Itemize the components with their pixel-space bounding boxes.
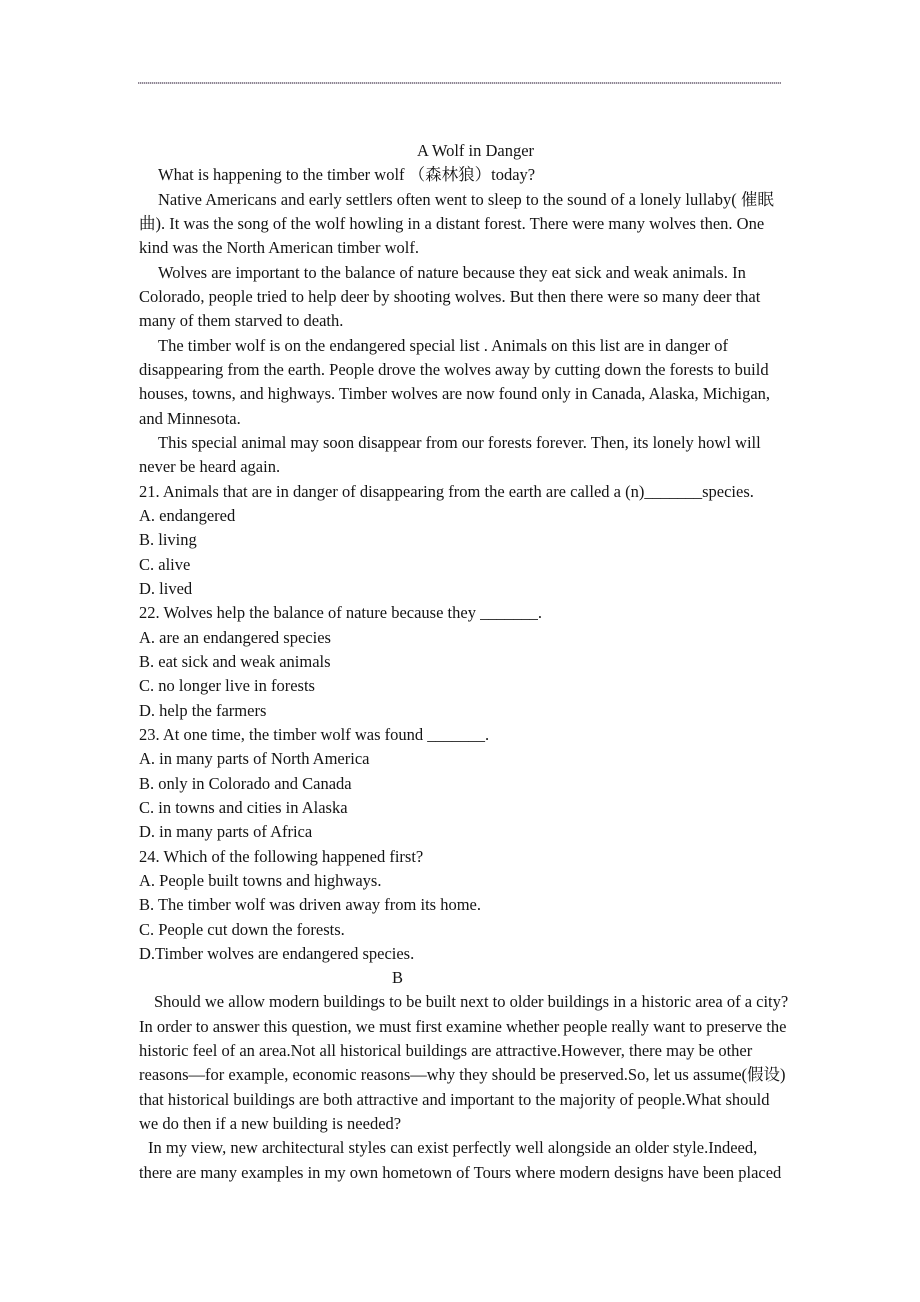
option-line: C. in towns and cities in Alaska	[139, 797, 348, 817]
text-line: Colorado, people tried to help deer by shooting wolves. But then there were so many deer that	[139, 286, 761, 306]
option-line: C. People cut down the forests.	[139, 919, 345, 939]
option-line: D.Timber wolves are endangered species.	[139, 943, 415, 963]
question-line: 24. Which of the following happened first?	[139, 846, 424, 866]
option-line: D. help the farmers	[139, 700, 267, 720]
option-line: B. The timber wolf was driven away from its home.	[139, 895, 481, 915]
text-line: This special animal may soon disappear from our forests forever. Then, its lonely howl will	[158, 432, 761, 452]
text-line: 曲). It was the song of the wolf howling in a distant forest. There were many wolves then. One	[139, 213, 765, 233]
text-line: there are many examples in my own hometown of Tours where modern designs have been placed	[139, 1162, 782, 1182]
text-line: reasons—for example, economic reasons—why they should be preserved.So, let us assume(假设)	[139, 1065, 786, 1085]
text-line: Should we allow modern buildings to be built next to older buildings in a historic area of a city?	[154, 992, 789, 1012]
text-line: we do then if a new building is needed?	[139, 1114, 402, 1134]
option-line: A. are an endangered species	[139, 627, 331, 647]
option-line: D. in many parts of Africa	[139, 822, 313, 842]
question-line: 22. Wolves help the balance of nature because they _______.	[139, 603, 542, 623]
option-line: B. eat sick and weak animals	[139, 651, 331, 671]
text-line: kind was the North American timber wolf.	[139, 238, 419, 258]
question-line: 23. At one time, the timber wolf was found _______.	[139, 724, 490, 744]
header-separator-rule	[138, 82, 781, 84]
text-line: What is happening to the timber wolf （森林狼）today?	[158, 165, 536, 185]
text-line: many of them starved to death.	[139, 311, 344, 331]
option-line: C. no longer live in forests	[139, 676, 315, 696]
text-line: disappearing from the earth. People drove the wolves away by cutting down the forests to build	[139, 359, 769, 379]
section-label: B	[392, 968, 404, 988]
text-line: In order to answer this question, we must first examine whether people really want to preserve the	[139, 1016, 787, 1036]
text-line: The timber wolf is on the endangered special list . Animals on this list are in danger of	[158, 335, 729, 355]
text-line: that historical buildings are both attractive and important to the majority of people.What should	[139, 1089, 770, 1109]
option-line: B. only in Colorado and Canada	[139, 773, 352, 793]
option-line: A. in many parts of North America	[139, 749, 370, 769]
option-line: A. People built towns and highways.	[139, 870, 382, 890]
text-line: Wolves are important to the balance of nature because they eat sick and weak animals. In	[158, 262, 746, 282]
option-line: B. living	[139, 530, 197, 550]
text-line: houses, towns, and highways. Timber wolves are now found only in Canada, Alaska, Michigan,	[139, 384, 771, 404]
option-line: A. endangered	[139, 505, 236, 525]
text-line: never be heard again.	[139, 457, 281, 477]
option-line: C. alive	[139, 554, 191, 574]
question-line: 21. Animals that are in danger of disappearing from the earth are called a (n)_______species.	[139, 481, 754, 501]
option-line: D. lived	[139, 578, 193, 598]
text-line: In my view, new architectural styles can exist perfectly well alongside an older style.Indeed,	[148, 1138, 758, 1158]
text-line: and Minnesota.	[139, 408, 241, 428]
text-line: historic feel of an area.Not all historical buildings are attractive.However, there may be other	[139, 1041, 753, 1061]
document-body	[139, 139, 789, 1185]
passage-title: A Wolf in Danger	[417, 141, 535, 160]
text-line: Native Americans and early settlers often went to sleep to the sound of a lonely lullaby( 催眠	[158, 189, 774, 209]
